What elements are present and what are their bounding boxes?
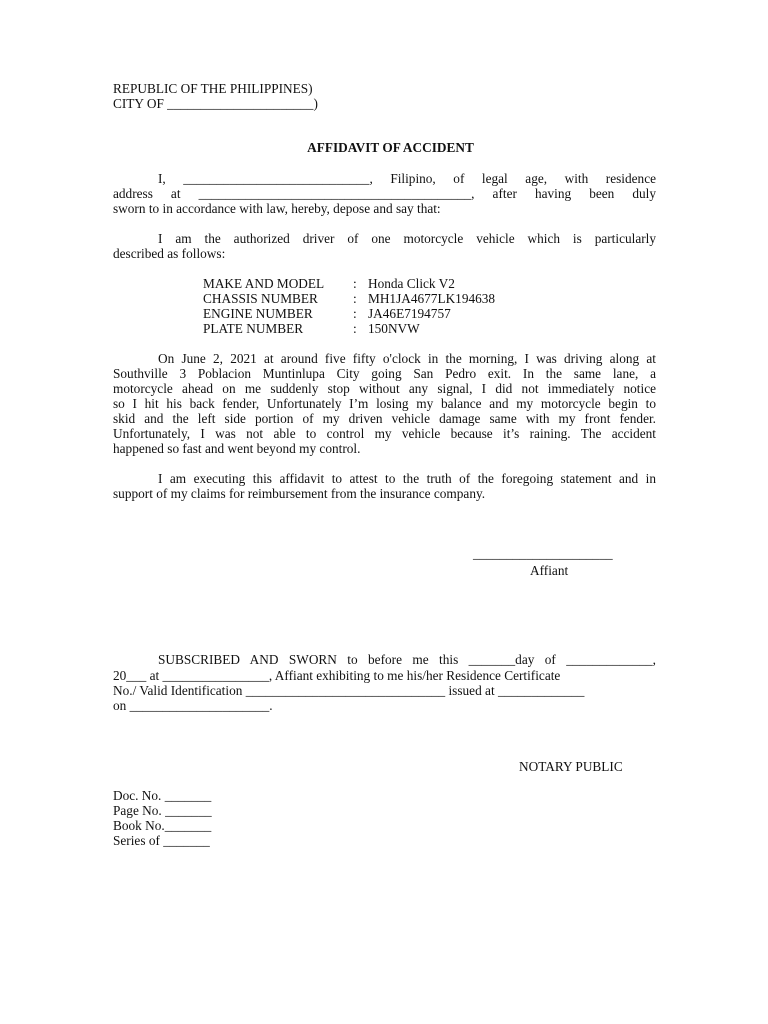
- registry-book-no: Book No._______: [113, 818, 212, 833]
- intro-line-2: address at _________________________________________, after having been duly: [113, 186, 656, 201]
- spec-value-plate: 150NVW: [368, 321, 420, 336]
- document-title: AFFIDAVIT OF ACCIDENT: [307, 140, 474, 155]
- registry-doc-no: Doc. No. _______: [113, 788, 212, 803]
- intro-line-1: I, ____________________________, Filipino, of legal age, with residence: [158, 171, 656, 186]
- jurat-line-3: No./ Valid Identification ______________________________ issued at _____________: [113, 683, 585, 698]
- incident-line-3: motorcycle ahead on me suddenly stop without any signal, I did not immediately notice: [113, 381, 656, 396]
- spec-label-make: MAKE AND MODEL: [203, 276, 325, 291]
- header-city: CITY OF ______________________): [113, 96, 318, 111]
- affiant-signature-line: _____________________: [473, 546, 613, 561]
- spec-colon: :: [353, 321, 357, 336]
- driver-line-1: I am the authorized driver of one motorcycle vehicle which is particularly: [158, 231, 656, 246]
- jurat-line-2: 20___ at ________________, Affiant exhibiting to me his/her Residence Certificate: [113, 668, 561, 683]
- spec-label-engine: ENGINE NUMBER: [203, 306, 313, 321]
- jurat-line-4: on _____________________.: [113, 698, 273, 713]
- spec-value-chassis: MH1JA4677LK194638: [368, 291, 496, 306]
- jurat-line-1: SUBSCRIBED AND SWORN to before me this _______day of _____________,: [158, 652, 656, 667]
- incident-line-7: happened so fast and went beyond my control.: [113, 441, 361, 456]
- spec-label-plate: PLATE NUMBER: [203, 321, 304, 336]
- header-republic: REPUBLIC OF THE PHILIPPINES): [113, 81, 313, 96]
- driver-line-2: described as follows:: [113, 246, 226, 261]
- incident-line-6: Unfortunately, I was not able to control my vehicle because it’s raining. The accident: [113, 426, 656, 441]
- incident-line-1: On June 2, 2021 at around five fifty o'clock in the morning, I was driving along at: [158, 351, 656, 366]
- spec-colon: :: [353, 276, 357, 291]
- spec-label-chassis: CHASSIS NUMBER: [203, 291, 318, 306]
- incident-line-4: so I hit his back fender, Unfortunately I’m losing my balance and my motorcycle begin to: [113, 396, 656, 411]
- notary-public-label: NOTARY PUBLIC: [519, 759, 623, 774]
- registry-series-of: Series of _______: [113, 833, 210, 848]
- spec-value-make: Honda Click V2: [368, 276, 455, 291]
- registry-page-no: Page No. _______: [113, 803, 212, 818]
- spec-value-engine: JA46E7194757: [368, 306, 451, 321]
- spec-colon: :: [353, 306, 357, 321]
- affiant-label: Affiant: [530, 563, 569, 578]
- intro-line-3: sworn to in accordance with law, hereby, depose and say that:: [113, 201, 441, 216]
- purpose-line-1: I am executing this affidavit to attest to the truth of the foregoing statement and in: [158, 471, 656, 486]
- incident-line-2: Southville 3 Poblacion Muntinlupa City going San Pedro exit. In the same lane, a: [113, 366, 656, 381]
- spec-colon: :: [353, 291, 357, 306]
- purpose-line-2: support of my claims for reimbursement from the insurance company.: [113, 486, 486, 501]
- incident-line-5: skid and the left side portion of my driven vehicle damage same with my front fender.: [113, 411, 656, 426]
